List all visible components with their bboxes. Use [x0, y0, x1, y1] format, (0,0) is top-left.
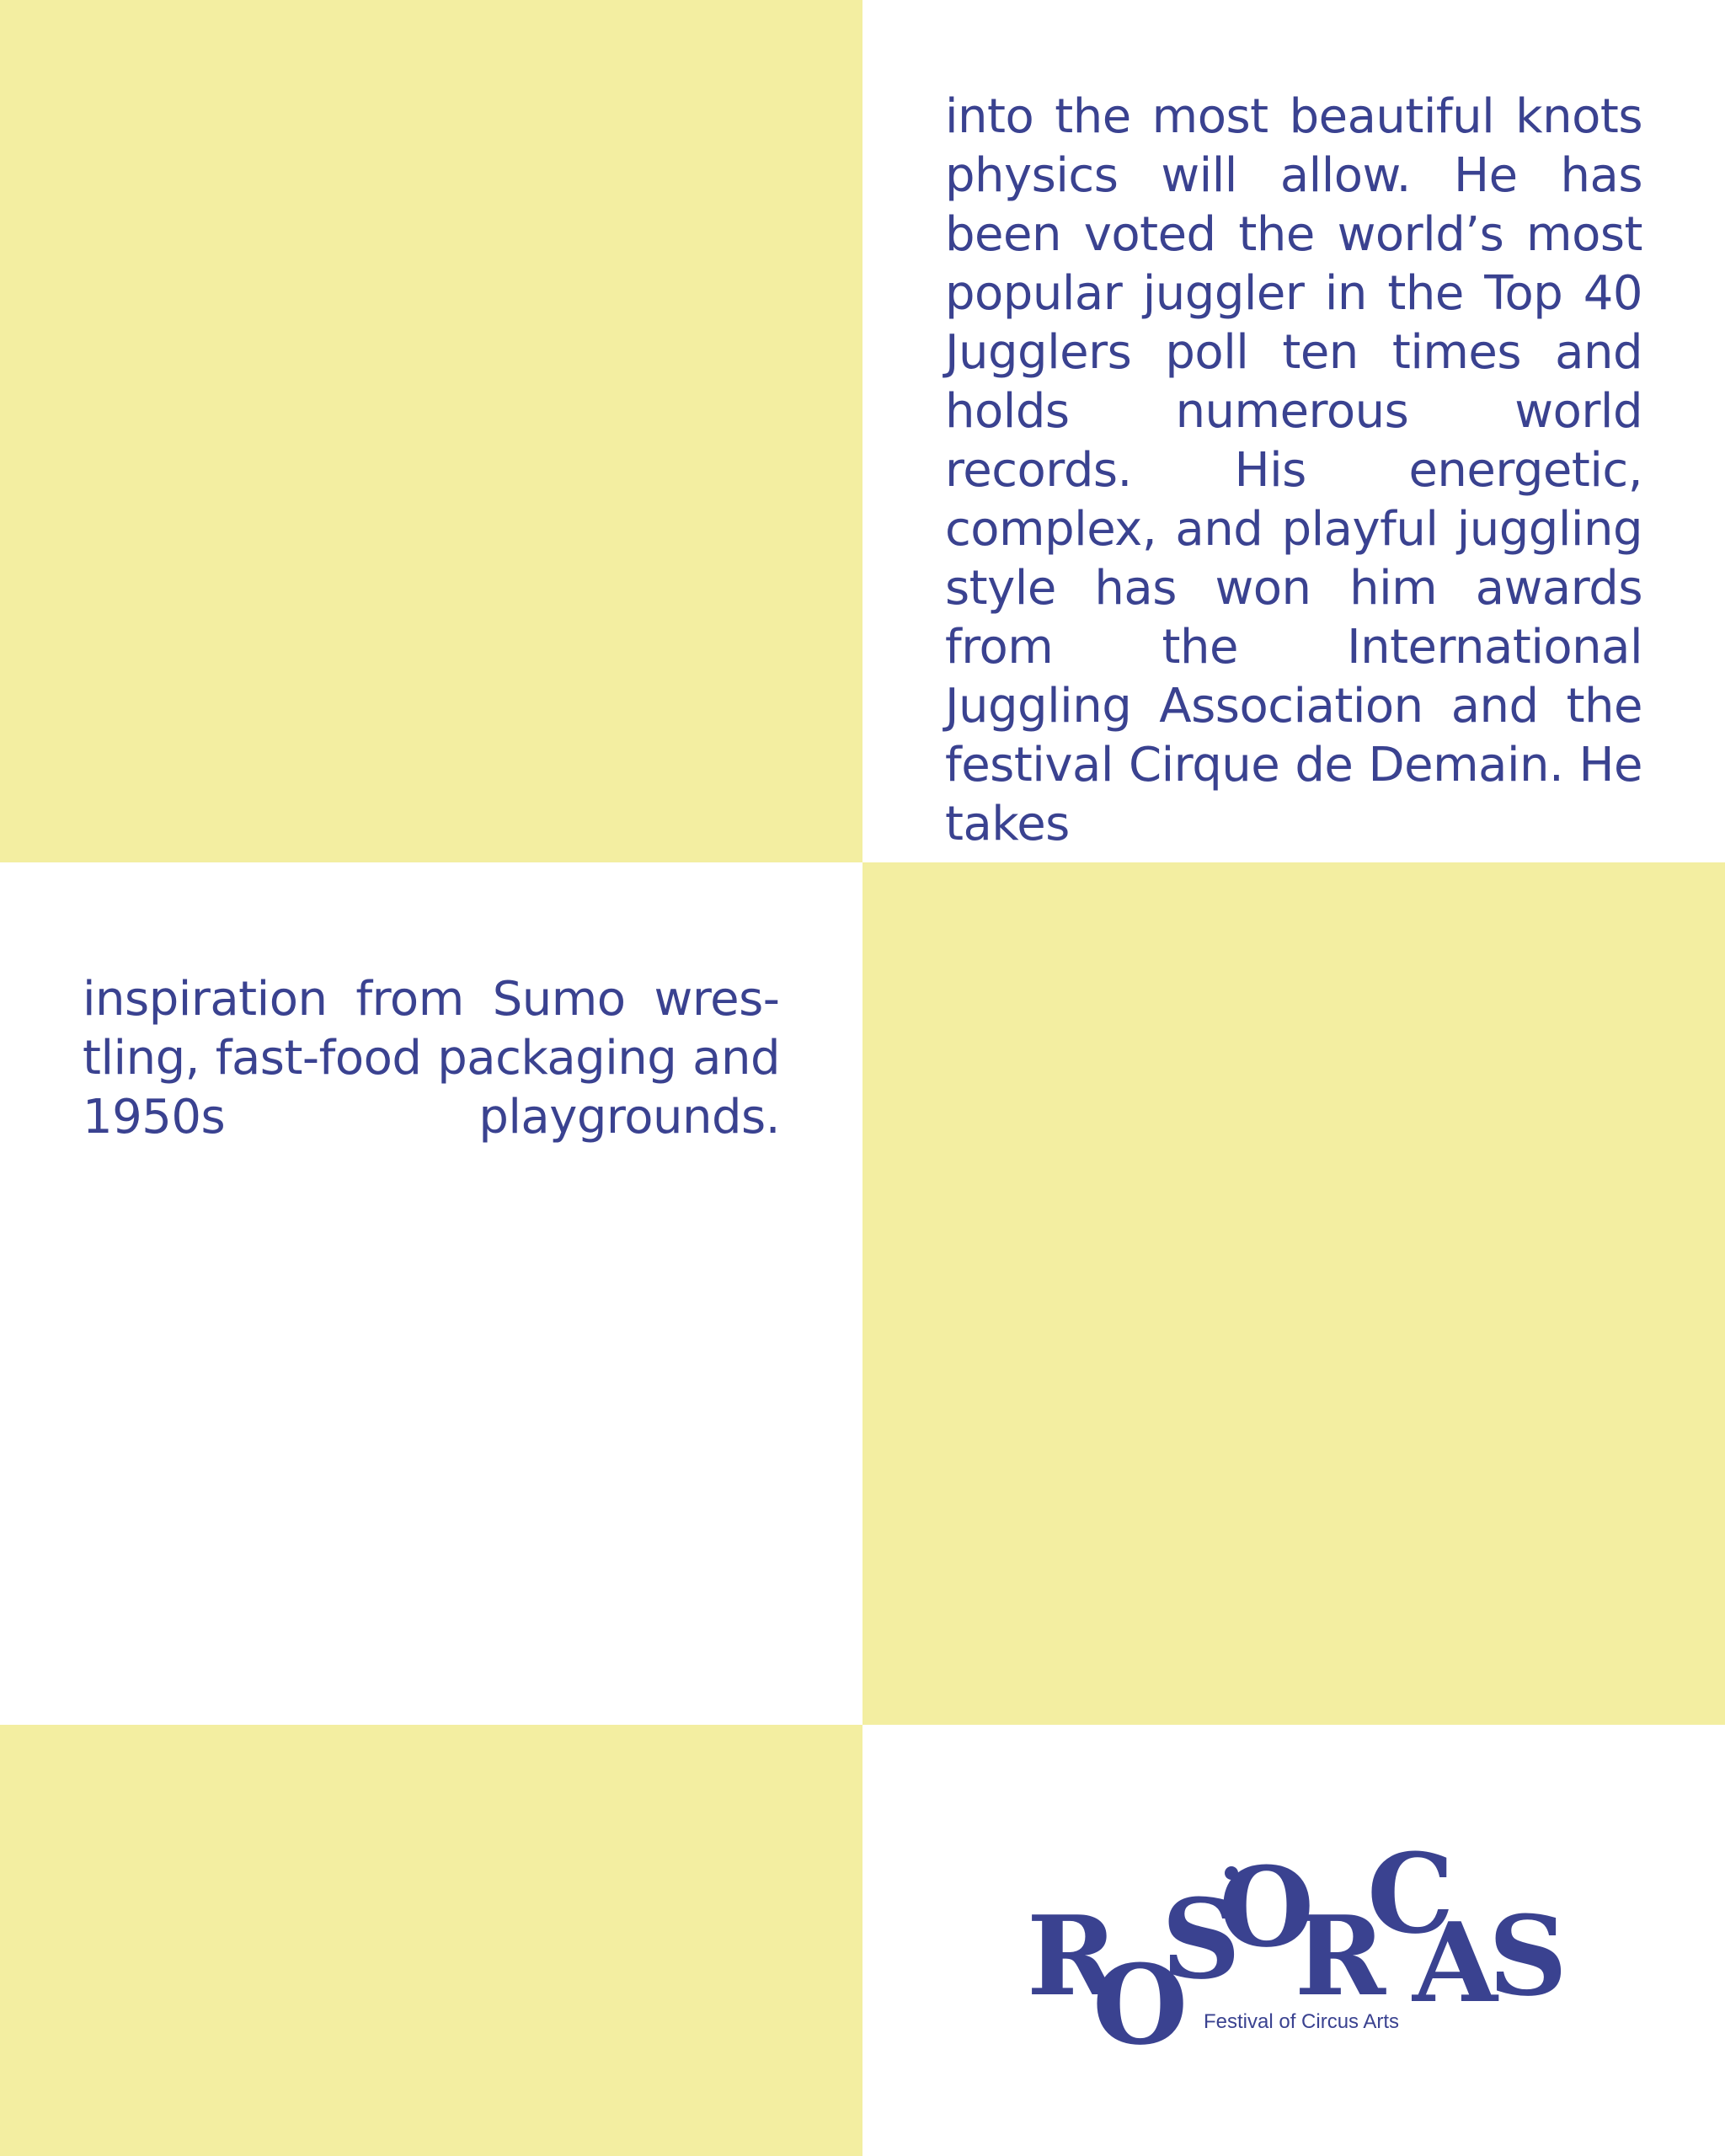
logo-letter-c: C [1367, 1829, 1455, 1958]
rosorcas-logo [1027, 1826, 1574, 2079]
logo-letter-o1: O [1092, 1940, 1188, 2069]
body-text-continued: into the most beautiful knots physics will allow. He has been voted the world’s most popular juggler in the Top 40 Jugglers poll ten times and holds numerous world records. His energetic, complex, and playful juggling style has won him awards from the International Juggling Association and the festival Cirque de Demain. He takes [945, 89, 1642, 851]
logo-letter-r2: R [1295, 1892, 1386, 2020]
logo-letter-r1: R [1027, 1892, 1119, 2020]
logo-letter-o2: O [1219, 1843, 1315, 1972]
logo-letter-s2: S [1488, 1892, 1567, 2020]
logo-letter-s1: S [1162, 1875, 1241, 2004]
text-panel-top-right [862, 0, 1725, 862]
text-panel-middle-left [0, 862, 862, 1725]
yellow-panel-bottom-left [0, 1725, 862, 2156]
logo-letter-a: A [1413, 1898, 1498, 2027]
logo-tagline: Festival of Circus Arts [1204, 2010, 1400, 2033]
logo-graphic [1027, 1826, 1574, 2079]
body-text-ending: inspiration from Sumo wrestling, fast-food packaging and 1950s playgrounds. [83, 972, 780, 1145]
yellow-panel-middle-right [862, 862, 1725, 1725]
logo-panel [862, 1725, 1725, 2156]
yellow-panel-top-left [0, 0, 862, 862]
